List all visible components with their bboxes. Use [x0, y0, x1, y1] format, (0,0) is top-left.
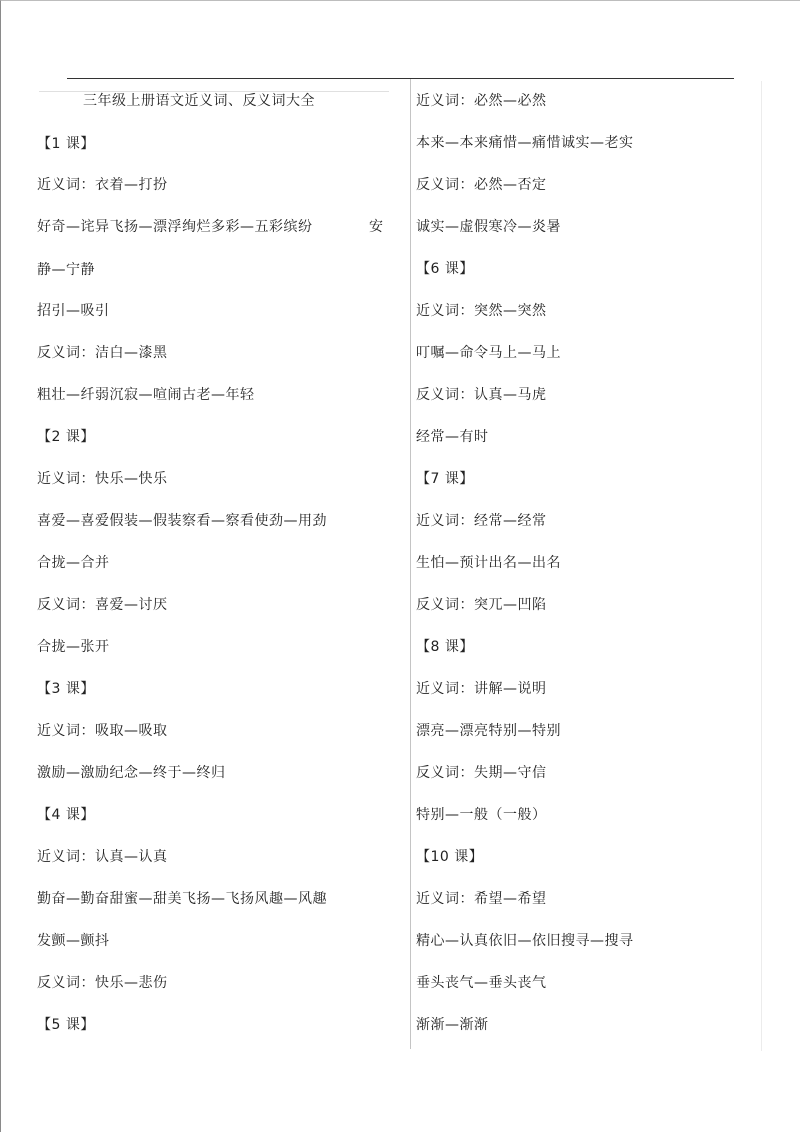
lesson-1-synonyms: 近义词：衣着—打扮 — [37, 177, 168, 193]
lesson-4-heading: 【4 课】 — [37, 807, 95, 823]
lesson-4-synonyms-more: 勤奋—勤奋甜蜜—甜美飞扬—飞扬风趣—风趣 — [37, 891, 327, 907]
column-divider — [410, 79, 411, 1049]
lesson-2-synonyms-more: 喜爱—喜爱假装—假装察看—察看使劲—用劲 — [37, 513, 327, 529]
lesson-8-heading: 【8 课】 — [416, 639, 474, 655]
lesson-7-heading: 【7 课】 — [416, 471, 474, 487]
page-title: 三年级上册语文近义词、反义词大全 — [83, 93, 315, 109]
lesson-8-antonyms: 反义词：失期—守信 — [416, 765, 547, 781]
lesson-5-heading: 【5 课】 — [37, 1017, 95, 1033]
lesson-8-antonyms-more: 特别—一般（一般） — [416, 807, 547, 823]
lesson-2-synonyms-more-2: 合拢—合并 — [37, 555, 110, 571]
lesson-6-synonyms-more: 叮嘱—命令马上—马上 — [416, 345, 561, 361]
lesson-6-antonyms: 反义词：认真—马虎 — [416, 387, 547, 403]
lesson-4-synonyms-more-2: 发颤—颤抖 — [37, 933, 110, 949]
lesson-2-heading: 【2 课】 — [37, 429, 95, 445]
lesson-1-heading: 【1 课】 — [37, 136, 95, 152]
lesson-6-antonyms-more: 经常—有时 — [416, 429, 489, 445]
lesson-10-heading: 【10 课】 — [416, 849, 484, 865]
lesson-2-antonyms: 反义词：喜爱—讨厌 — [37, 597, 168, 613]
lesson-5-antonyms-more: 诚实—虚假寒冷—炎暑 — [416, 219, 561, 235]
lesson-7-synonyms: 近义词：经常—经常 — [416, 513, 547, 529]
lesson-7-synonyms-more: 生怕—预计出名—出名 — [416, 555, 561, 571]
lesson-10-synonyms-more: 精心—认真依旧—依旧搜寻—搜寻 — [416, 933, 634, 949]
lesson-3-synonyms: 近义词：吸取—吸取 — [37, 723, 168, 739]
lesson-8-synonyms-more: 漂亮—漂亮特别—特别 — [416, 723, 561, 739]
header-rule — [67, 78, 734, 79]
lesson-8-synonyms: 近义词：讲解—说明 — [416, 681, 547, 697]
table-right-edge — [761, 81, 762, 1051]
lesson-10-synonyms-more-2: 垂头丧气—垂头丧气 — [416, 975, 547, 991]
lesson-2-synonyms: 近义词：快乐—快乐 — [37, 471, 168, 487]
lesson-1-antonyms: 反义词：洁白—漆黑 — [37, 345, 168, 361]
lesson-3-synonyms-more: 激励—激励纪念—终于—终归 — [37, 765, 226, 781]
lesson-1-antonyms-more: 粗壮—纤弱沉寂—喧闹古老—年轻 — [37, 387, 255, 403]
lesson-6-heading: 【6 课】 — [416, 261, 474, 277]
lesson-5-synonyms-more: 本来—本来痛惜—痛惜诚实—老实 — [416, 135, 634, 151]
lesson-1-synonyms-more: 招引—吸引 — [37, 303, 110, 319]
lesson-5-antonyms: 反义词：必然—否定 — [416, 177, 547, 193]
lesson-10-synonyms-more-3: 渐渐—渐渐 — [416, 1017, 489, 1033]
lesson-1-synonyms-row: 好奇—诧异飞扬—漂浮绚烂多彩—五彩缤纷 — [37, 219, 313, 235]
lesson-2-antonyms-more: 合拢—张开 — [37, 639, 110, 655]
lesson-7-antonyms: 反义词：突兀—凹陷 — [416, 597, 547, 613]
lesson-1-synonyms-row-end: 安 — [369, 219, 383, 235]
lesson-1-synonyms-continued: 静—宁静 — [37, 262, 95, 278]
lesson-10-synonyms: 近义词：希望—希望 — [416, 891, 547, 907]
lesson-6-synonyms: 近义词：突然—突然 — [416, 303, 547, 319]
lesson-4-antonyms: 反义词：快乐—悲伤 — [37, 975, 168, 991]
lesson-3-heading: 【3 课】 — [37, 681, 95, 697]
lesson-5-synonyms: 近义词：必然—必然 — [416, 93, 547, 109]
lesson-4-synonyms: 近义词：认真—认真 — [37, 849, 168, 865]
